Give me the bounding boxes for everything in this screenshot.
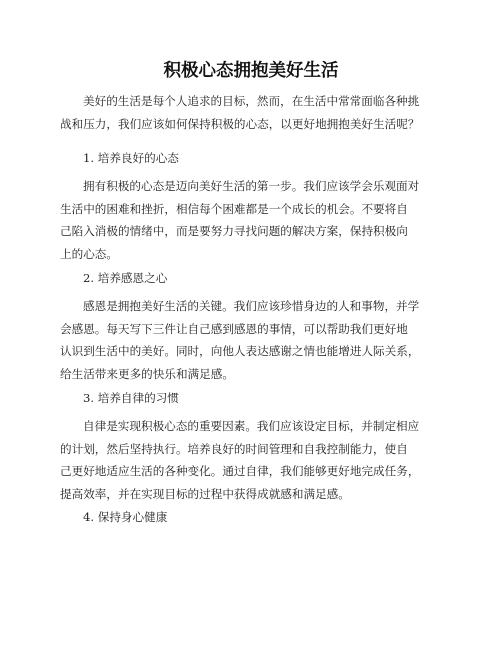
paragraph-line: 给生活带来更多的快乐和满足感。 (60, 366, 234, 381)
section-heading-2: 2. 培养感恩之心 (83, 271, 168, 285)
intro-line: 美好的生活是每个人追求的目标，然而，在生活中常常面临各种挑 (83, 94, 420, 108)
section-paragraph-2 (60, 295, 419, 385)
paragraph-line: 自律是实现积极心态的重要因素。我们应该设定目标，并制定相应 (83, 419, 420, 433)
paragraph-line: 提高效率，并在实现目标的过程中获得成就感和满足感。 (60, 486, 350, 501)
paragraph-line: 认识到生活中的美好。同时，向他人表达感谢之情也能增进人际关系， (60, 344, 420, 359)
paragraph-line: 己更好地适应生活的各种变化。通过自律，我们能够更好地完成任务， (60, 464, 420, 479)
paragraph-line: 会感恩。每天写下三件让自己感到感恩的事情，可以帮助我们更好地 (60, 321, 408, 336)
document-title: 积极心态拥抱美好生活 (163, 61, 339, 81)
paragraph-line: 拥有积极的心态是迈向美好生活的第一步。我们应该学会乐观面对 (83, 179, 420, 193)
section-paragraph-3 (60, 415, 419, 505)
paragraph-line: 生活中的困难和挫折，相信每个困难都是一个成长的机会。不要将自 (60, 201, 408, 216)
intro-paragraph (60, 90, 419, 135)
paragraph-line: 的计划，然后坚持执行。培养良好的时间管理和自我控制能力，使自 (60, 441, 408, 456)
paragraph-line: 感恩是拥抱美好生活的关键。我们应该珍惜身边的人和事物，并学 (83, 299, 420, 313)
section-heading-3: 3. 培养自律的习惯 (83, 391, 179, 405)
intro-line: 战和压力，我们应该如何保持积极的心态，以更好地拥抱美好生活呢？ (60, 116, 420, 131)
section-heading-4: 4. 保持身心健康 (83, 510, 168, 524)
section-paragraph-1 (60, 175, 419, 265)
paragraph-line: 上的心态。 (60, 246, 118, 261)
section-heading-1: 1. 培养良好的心态 (83, 151, 179, 165)
paragraph-line: 己陷入消极的情绪中，而是要努力寻找问题的解决方案，保持积极向 (60, 224, 408, 239)
